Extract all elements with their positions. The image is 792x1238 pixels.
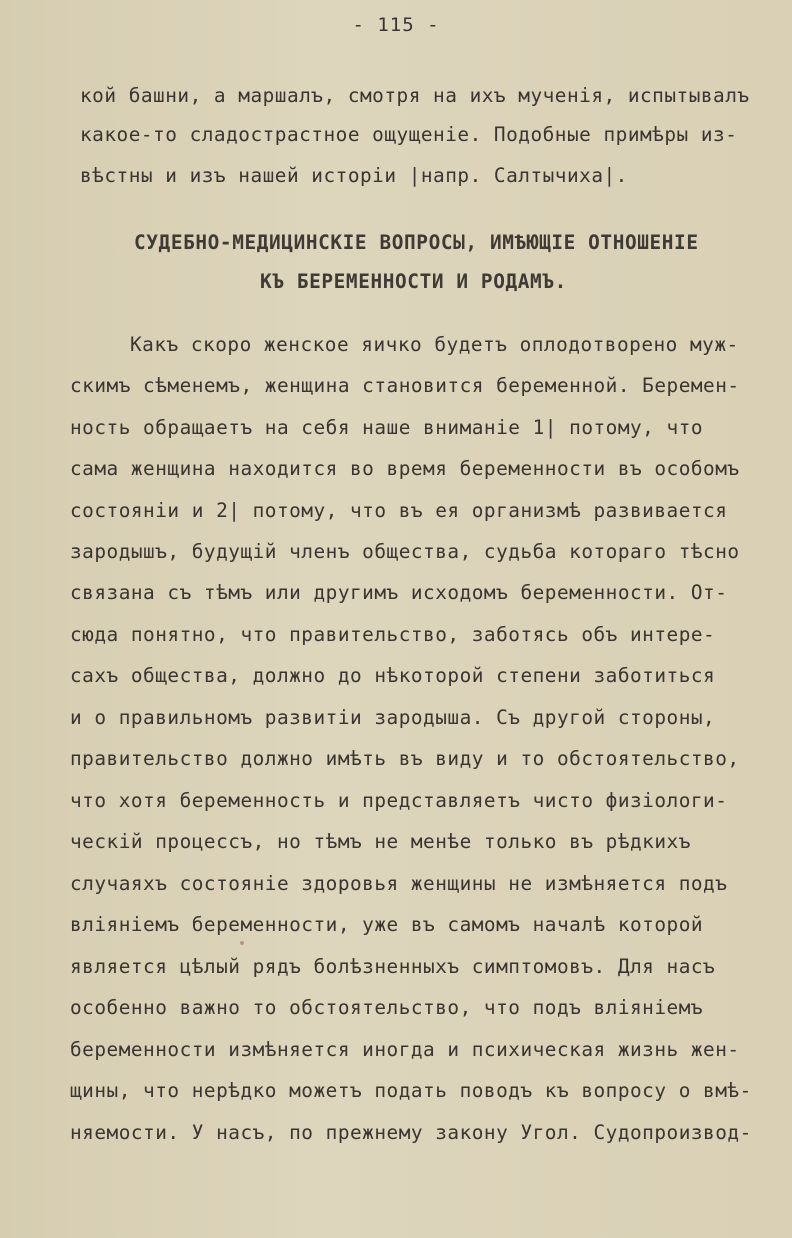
paragraph-line: является цѣлый рядъ болѣзненныхъ симптомовъ. Для насъ	[70, 955, 716, 978]
paragraph-line: зародышъ, будущій членъ общества, судьба котораго тѣсно	[70, 540, 740, 563]
paragraph-line: сахъ общества, должно до нѣкоторой степени заботиться	[70, 664, 716, 687]
paragraph-line: связана съ тѣмъ или другимъ исходомъ беременности. От-	[70, 581, 728, 604]
text-line: какое-то сладострастное ощущеніе. Подобные примѣры из-	[80, 123, 738, 146]
text-line: вѣстны и изъ нашей исторіи |напр. Салтычиха|.	[80, 164, 628, 187]
paragraph-line: особенно важно то обстоятельство, что подъ вліяніемъ	[70, 996, 704, 1019]
page-number: - 115 -	[352, 14, 440, 36]
paragraph-line: сама женщина находится во время беременности въ особомъ	[70, 457, 740, 480]
paragraph-line: сюда понятно, что правительство, заботясь объ интере-	[70, 623, 716, 646]
paragraph-line: Какъ скоро женское яичко будетъ оплодотворено муж-	[130, 333, 739, 356]
paragraph-line: что хотя беременность и представляетъ чисто физіологи-	[70, 789, 728, 812]
paragraph-line: ность обращаетъ на себя наше вниманіе 1| потому, что	[70, 416, 704, 439]
paper-speck	[240, 941, 244, 945]
paragraph-line: скимъ сѣменемъ, женщина становится беременной. Беремен-	[70, 374, 740, 397]
paragraph-line: случаяхъ состояніе здоровья женщины не измѣняется подъ	[70, 872, 728, 895]
paragraph-line: беременности измѣняется иногда и психическая жизнь жен-	[70, 1038, 740, 1061]
section-heading: КЪ БЕРЕМЕННОСТИ И РОДАМЪ.	[260, 270, 567, 293]
text-line: кой башни, а маршалъ, смотря на ихъ мученія, испытывалъ	[80, 84, 750, 107]
paragraph-line: вліяніемъ беременности, уже въ самомъ началѣ которой	[70, 913, 704, 936]
section-heading: СУДЕБНО-МЕДИЦИНСКІЕ ВОПРОСЫ, ИМѢЮЩІЕ ОТНОШЕНІЕ	[134, 231, 699, 254]
paragraph-line: правительство должно имѣть въ виду и то обстоятельство,	[70, 747, 740, 770]
paragraph-line: состояніи и 2| потому, что въ ея организмѣ развивается	[70, 499, 728, 522]
paragraph-line: и о правильномъ развитіи зародыша. Съ другой стороны,	[70, 706, 716, 729]
paragraph-line: няемости. У насъ, по прежнему закону Угол. Судопроизвод-	[70, 1121, 752, 1144]
paragraph-line: ческій процессъ, но тѣмъ не менѣе только въ рѣдкихъ	[70, 830, 691, 853]
paragraph-line: щины, что нерѣдко можетъ подать поводъ къ вопросу о вмѣ-	[70, 1079, 752, 1102]
